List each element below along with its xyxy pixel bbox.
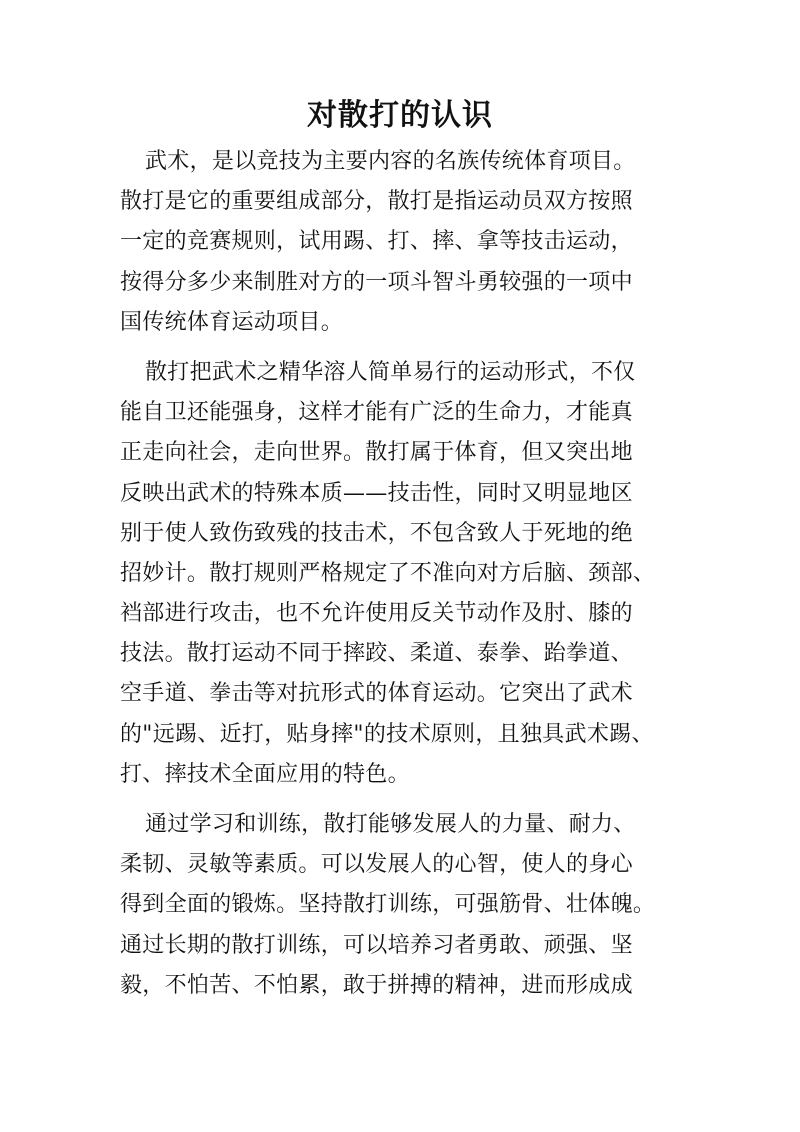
text-line: 打、摔技术全面应用的特色。 [120,761,410,787]
paragraph-spacer [120,343,690,353]
paragraph-3 [120,805,690,1006]
paragraph-spacer [120,795,690,805]
text-line: 得到全面的锻炼。坚持散打训练，可强筋骨、壮体魄。 [120,892,656,918]
document-title: 对散打的认识 [307,98,493,133]
text-line: 通过学习和训练，散打能够发展人的力量、耐力、 [145,812,636,837]
text-line: 毅，不怕苦、不怕累，敢于拼搏的精神，进而形成成 [120,972,633,998]
paragraph-2 [120,353,690,795]
text-line: 裆部进行攻击，也不允许使用反关节动作及肘、膝的 [120,601,633,627]
text-line: 国传统体育运动项目。 [120,309,344,335]
text-line: 通过长期的散打训练，可以培养习者勇敢、顽强、坚 [120,932,633,958]
text-line: 武术，是以竞技为主要内容的名族传统体育项目。 [145,149,636,174]
text-line: 的"远踢、近打，贴身摔"的技术原则，且独具武术踢、 [120,721,654,747]
text-line: 空手道、拳击等对抗形式的体育运动。它突出了武术 [120,681,633,707]
text-line: 能自卫还能强身，这样才能有广泛的生命力，才能真 [120,400,633,426]
document-body [120,142,690,1006]
text-line: 反映出武术的特殊本质——技击性，同时又明显地区 [120,480,633,506]
text-line: 一定的竞赛规则，试用踢、打、摔、拿等技击运动， [120,229,633,255]
paragraph-1 [120,142,690,343]
text-line: 正走向社会，走向世界。散打属于体育，但又突出地 [120,440,633,466]
text-line: 别于使人致伤致残的技击术，不包含致人于死地的绝 [120,520,633,546]
text-line: 技法。散打运动不同于摔跤、柔道、泰拳、跆拳道、 [120,641,633,667]
text-line: 柔韧、灵敏等素质。可以发展人的心智，使人的身心 [120,852,633,878]
text-line: 招妙计。散打规则严格规定了不准向对方后脑、颈部、 [120,560,656,586]
text-line: 散打是它的重要组成部分，散打是指运动员双方按照 [120,189,633,215]
text-line: 散打把武术之精华溶人简单易行的运动形式，不仅 [145,359,636,385]
text-line: 按得分多少来制胜对方的一项斗智斗勇较强的一项中 [120,269,633,295]
